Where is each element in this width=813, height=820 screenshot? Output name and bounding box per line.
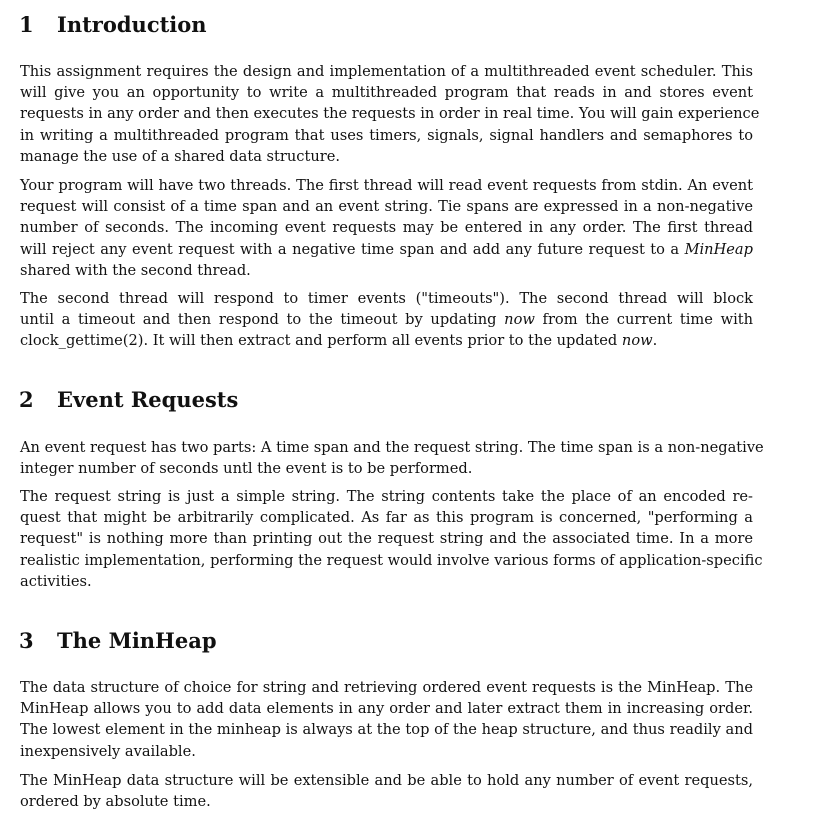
text-line: in writing a multithreaded program that uses timers, signals, signal handlers and semaphores to: [20, 126, 753, 144]
emphasis-now: now: [621, 332, 653, 350]
text-line: request will consist of a time span and an event string. Tie spans are expressed in a non-negative: [20, 198, 753, 216]
text-line: manage the use of a shared data structure.: [20, 147, 340, 165]
section-title: Event Requests: [57, 387, 239, 412]
paragraph-minheap-2: [20, 770, 753, 812]
text-line: An event request has two parts: A time span and the request string. The time span is a non-negative: [20, 439, 764, 456]
text-line: request" is nothing more than printing out the request string and the associated time. In a more: [20, 530, 753, 548]
text-line: The MinHeap data structure will be extensible and be able to hold any number of event requests,: [20, 772, 753, 789]
section-heading-introduction: [19, 13, 207, 37]
text-line: realistic implementation, performing the request would involve various forms of application-specific: [20, 551, 763, 569]
text-run: will reject any event request with a negative time span and add any future request to a: [20, 240, 680, 258]
text-line: inexpensively available.: [20, 742, 196, 760]
section-number: 1: [19, 12, 34, 37]
text-line: shared with the second thread.: [20, 261, 251, 279]
paragraph-event-requests-1: [20, 437, 764, 479]
section-number: 3: [19, 628, 34, 653]
text-line: [20, 330, 753, 351]
text-run: clock_gettime(2). It will then extract and perform all events prior to the updated: [20, 332, 618, 350]
paragraph-event-requests-2: [20, 486, 763, 592]
paragraph-intro-3: [20, 288, 753, 352]
section-title: The MinHeap: [57, 628, 217, 653]
text-line: will give you an opportunity to write a multithreaded program that reads in and stores event: [20, 84, 753, 102]
text-line: [20, 309, 753, 330]
text-line: The second thread will respond to timer events ("timeouts"). The second thread will block: [20, 290, 753, 307]
text-line: activities.: [20, 572, 92, 590]
text-line: Your program will have two threads. The first thread will read event requests from stdin. An event: [20, 177, 753, 194]
emphasis-minheap: MinHeap: [684, 240, 753, 258]
paragraph-intro-1: [20, 61, 760, 167]
text-line: integer number of seconds untl the event is to be performed.: [20, 460, 473, 478]
paragraph-intro-2: [20, 175, 753, 281]
text-run: from the current time with: [542, 311, 754, 329]
text-line: The data structure of choice for string and retrieving ordered event requests is the MinHeap. The: [20, 679, 753, 696]
text-line: The lowest element in the minheap is always at the top of the heap structure, and thus readily and: [20, 721, 753, 739]
text-line: requests in any order and then executes the requests in order in real time. You will gain experience: [20, 105, 760, 123]
text-line: The request string is just a simple string. The string contents take the place of an encoded re-: [20, 488, 753, 505]
text-line: This assignment requires the design and implementation of a multithreaded event scheduler. This: [20, 63, 753, 80]
text-run: until a timeout and then respond to the timeout by updating: [20, 311, 497, 329]
text-line: MinHeap allows you to add data elements in any order and later extract them in increasing order.: [20, 700, 753, 718]
text-line: quest that might be arbitrarily complicated. As far as this program is concerned, "performing a: [20, 509, 753, 527]
section-heading-event-requests: [19, 388, 238, 412]
paragraph-minheap-1: [20, 677, 753, 762]
section-number: 2: [19, 387, 34, 412]
text-line: ordered by absolute time.: [20, 793, 211, 811]
section-title: Introduction: [57, 12, 207, 37]
text-run: .: [652, 332, 658, 350]
text-line: [20, 239, 753, 260]
section-heading-minheap: [19, 629, 217, 653]
emphasis-now: now: [504, 311, 535, 329]
text-line: number of seconds. The incoming event requests may be entered in any order. The first thread: [20, 219, 753, 237]
